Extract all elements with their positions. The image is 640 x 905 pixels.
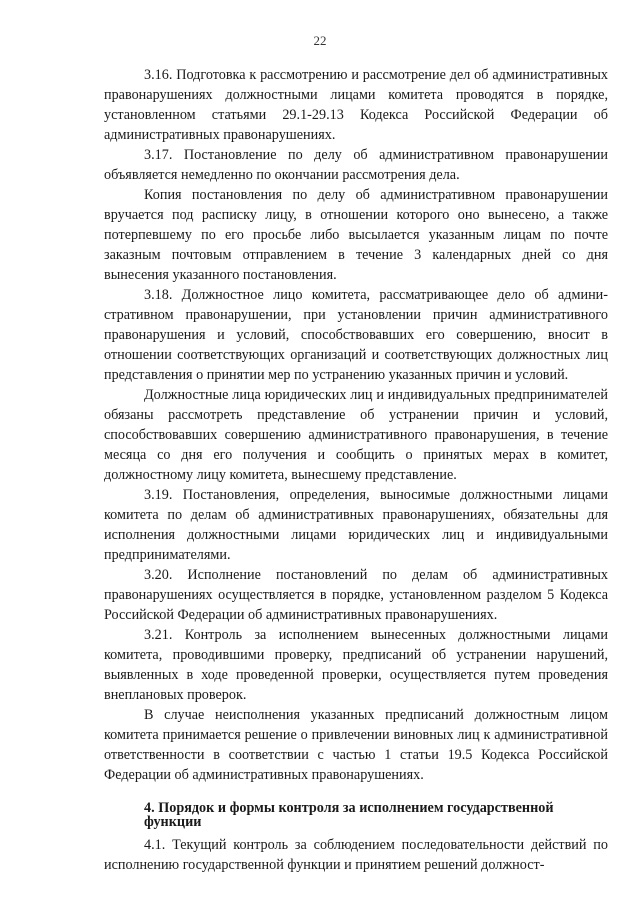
paragraph-3-17: 3.17. Постановление по делу об административном правонарушении объявляется немедленно по окончании рассмотрения дела. [104, 147, 608, 183]
paragraph-4-1: 4.1. Текущий контроль за соблюдением последовательности действий по исполнению государственной функции и принятием решений должност- [104, 837, 608, 873]
paragraph-3-20: 3.20. Исполнение постановлений по делам об административных правонарушениях осуществляется в порядке, установленном разделом 5 Кодекса Российской Федерации об административных правонарушениях. [104, 567, 608, 623]
paragraph-non-compliance: В случае неисполнения указанных предписаний должностным лицом комитета принимается решение о привлечении виновных лиц к административной ответственности в соответствии с частью 1 статьи 19.5 Кодекса Российской Федерации об административных правонарушениях. [104, 707, 608, 783]
section-4-heading: 4. Порядок и формы контроля за исполнением государственной функции [144, 800, 554, 830]
paragraph-3-16: 3.16. Подготовка к рассмотрению и рассмотрение дел об административных правонарушениях должностными лицами комитета проводятся в порядке, установленном статьями 29.1-29.13 Кодекса Российской Федерации об административных правонарушениях. [104, 67, 608, 143]
paragraph-3-21: 3.21. Контроль за исполнением вынесенных должностными лицами комитета, проводившими проверку, предписаний об устранении нарушений, выявленных в ходе проведенной проверки, осуществляется путем проведения внеплановых проверок. [104, 627, 608, 703]
document-body [104, 65, 608, 875]
paragraph-3-18: 3.18. Должностное лицо комитета, рассматривающее дело об административном правонарушении, при установлении причин административного правонарушения и условий, способствовавших его совершению, вносит в отношении соответствующих организаций и соответствующих должностных лиц представления о принятии мер по устранению указанных причин и условий. [104, 287, 608, 383]
paragraph-officials-obligations: Должностные лица юридических лиц и индивидуальных предпринимателей обязаны рассмотреть представление об устранении причин и условий, способствовавших совершению административного правонарушения, в течение месяца со дня его получения и сообщить о принятых мерах в комитет, должностному лицу комитета, вынесшему представление. [104, 387, 608, 483]
paragraph-3-19: 3.19. Постановления, определения, выносимые должностными лицами комитета по делам об административных правонарушениях, обязательны для исполнения должностными лицами юридических лиц и индивидуальными предпринимателями. [104, 487, 608, 563]
page-number: 22 [313, 33, 327, 48]
paragraph-copy-of-decision: Копия постановления по делу об административном правонарушении вручается под расписку лицу, в отношении которого оно вынесено, а также потерпевшему по его просьбе либо высылается указанным лицам по почте заказным почтовым отправлением в течение 3 календарных дней со дня вынесения указанного постановления. [104, 187, 608, 283]
